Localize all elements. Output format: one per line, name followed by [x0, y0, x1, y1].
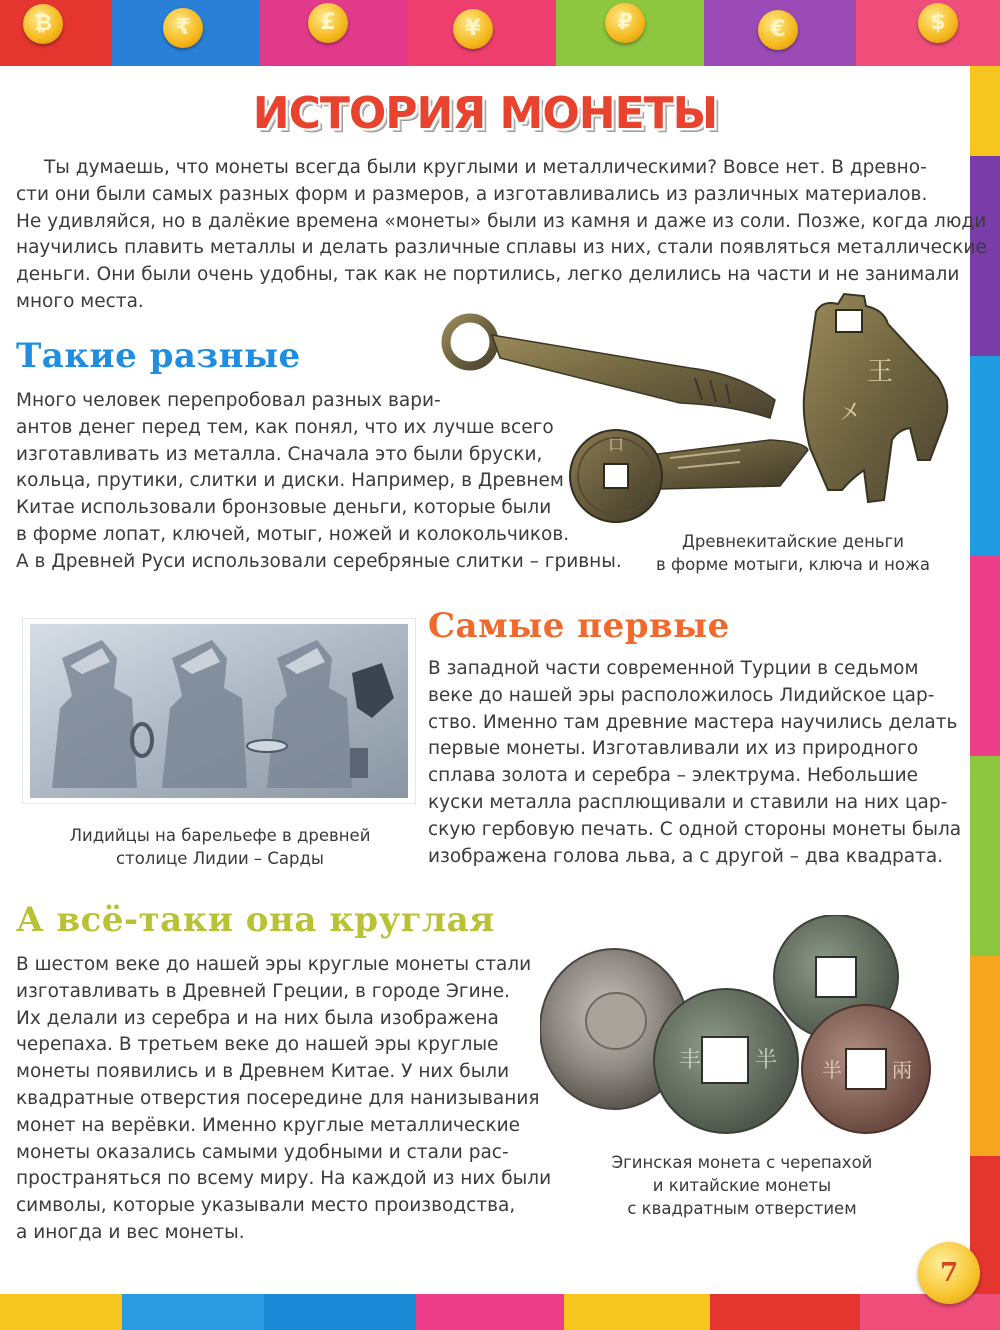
- ancient-chinese-money-image: [440, 290, 960, 530]
- caption-line: Древнекитайские деньги: [682, 532, 904, 551]
- caption-line: Лидийцы на барельефе в древней: [69, 826, 371, 845]
- section3-line: монеты оказались самыми удобными и стали рас-: [16, 1141, 509, 1163]
- section3-line: В шестом веке до нашей эры круглые монеты стали: [16, 954, 532, 975]
- page-number: 7: [918, 1242, 980, 1304]
- page-title: ИСТОРИЯ МОНЕТЫ: [252, 88, 718, 139]
- caption-line: Эгинская монета с черепахой: [611, 1153, 873, 1172]
- intro-line: Не удивляйся, но в далёкие времена «монеты» были из камня и даже из соли. Позже, когда люди: [16, 210, 987, 232]
- caption-line: и китайские монеты: [652, 1176, 832, 1195]
- section1-line: кольца, прутики, слитки и диски. Например, в Древнем: [16, 470, 564, 492]
- chinese-money-caption: [650, 530, 936, 576]
- pound-coin-icon: £: [308, 3, 348, 43]
- section1-line: изготавливать из металла. Сначала это были бруски,: [16, 443, 543, 465]
- section2-line: куски металла расплющивали и ставили на них цар-: [428, 791, 948, 813]
- svg-text:㐅: 㐅: [838, 401, 862, 426]
- section-heading-samye-pervye: Самые первые: [428, 606, 730, 646]
- svg-text:半: 半: [754, 1048, 778, 1073]
- intro-line: научились плавить металлы и делать различные сплавы из них, стали появляться металлические: [16, 237, 987, 259]
- section3-paragraph: [16, 952, 551, 1247]
- section-heading-vsyo-taki-kruglaya: А всё-таки она круглая: [16, 900, 495, 940]
- section3-line: а иногда и вес монеты.: [16, 1221, 245, 1243]
- section2-line: ство. Именно там древние мастера научились делать: [428, 711, 958, 733]
- svg-text:半: 半: [822, 1058, 842, 1082]
- aegina-and-chinese-coins-image: [540, 915, 940, 1135]
- dollar-coin-icon: $: [918, 3, 958, 43]
- section2-line: В западной части современной Турции в седьмом: [428, 658, 919, 679]
- section2-line: изображена голова льва, а с другой – два квадрата.: [428, 845, 944, 867]
- section2-line: скую гербовую печать. С одной стороны монеты была: [428, 818, 962, 840]
- section1-line: в форме лопат, ключей, мотыг, ножей и колокольчиков.: [16, 523, 570, 545]
- caption-line: столице Лидии – Сарды: [116, 849, 324, 868]
- section2-line: веке до нашей эры расположилось Лидийское цар-: [428, 684, 935, 706]
- intro-line: сти они были самых разных форм и размеров, а изготавливались из различных материалов.: [16, 183, 928, 205]
- section1-line: антов денег перед тем, как понял, что их лучше всего: [16, 416, 554, 438]
- svg-text:王: 王: [866, 357, 894, 387]
- section3-line: пространяться по всему миру. На каждой из них были: [16, 1168, 552, 1190]
- lydians-caption: [40, 824, 400, 870]
- section2-paragraph: [428, 656, 961, 870]
- intro-line: много места.: [16, 290, 144, 312]
- section1-line: Китае использовали бронзовые деньги, которые были: [16, 497, 552, 519]
- svg-text:兩: 兩: [892, 1058, 912, 1082]
- section-heading-takie-raznye: Такие разные: [16, 336, 301, 376]
- yen-coin-icon: ¥: [453, 9, 493, 49]
- section1-line: А в Древней Руси использовали серебряные слитки – гривны.: [16, 550, 622, 572]
- section3-line: изготавливать в Древней Греции, в городе Эгине.: [16, 980, 510, 1002]
- svg-text:口: 口: [607, 435, 625, 454]
- caption-line: в форме мотыги, ключа и ножа: [656, 555, 930, 574]
- rupee-coin-icon: ₹: [163, 8, 203, 48]
- bitcoin-coin-icon: ₿: [23, 4, 63, 44]
- lydian-bas-relief-image: [22, 618, 416, 804]
- intro-line: Ты думаешь, что монеты всегда были круглыми и металлическими? Вовсе нет. В древно-: [44, 157, 927, 178]
- caption-line: с квадратным отверстием: [627, 1199, 857, 1218]
- section3-line: символы, которые указывали место производства,: [16, 1195, 516, 1217]
- ruble-coin-icon: ₽: [605, 3, 645, 43]
- section2-line: первые монеты. Изготавливали их из природного: [428, 738, 919, 760]
- section3-line: квадратные отверстия посередине для нанизывания: [16, 1087, 540, 1109]
- section3-line: монет на верёвки. Именно круглые металлические: [16, 1114, 521, 1136]
- euro-coin-icon: €: [758, 10, 798, 50]
- coins-caption: [596, 1151, 888, 1220]
- section3-line: Их делали из серебра и на них была изображена: [16, 1007, 499, 1029]
- section3-line: монеты появились и в Древнем Китае. У них были: [16, 1061, 510, 1083]
- svg-text:丰: 丰: [678, 1048, 702, 1073]
- intro-line: деньги. Они были очень удобны, так как не портились, легко делились на части и не занимали: [16, 264, 960, 286]
- section2-line: сплава золота и серебра – электрума. Небольшие: [428, 765, 919, 787]
- section1-line: Много человек перепробовал разных вари-: [16, 390, 441, 411]
- section3-line: черепаха. В третьем веке до нашей эры круглые: [16, 1034, 499, 1056]
